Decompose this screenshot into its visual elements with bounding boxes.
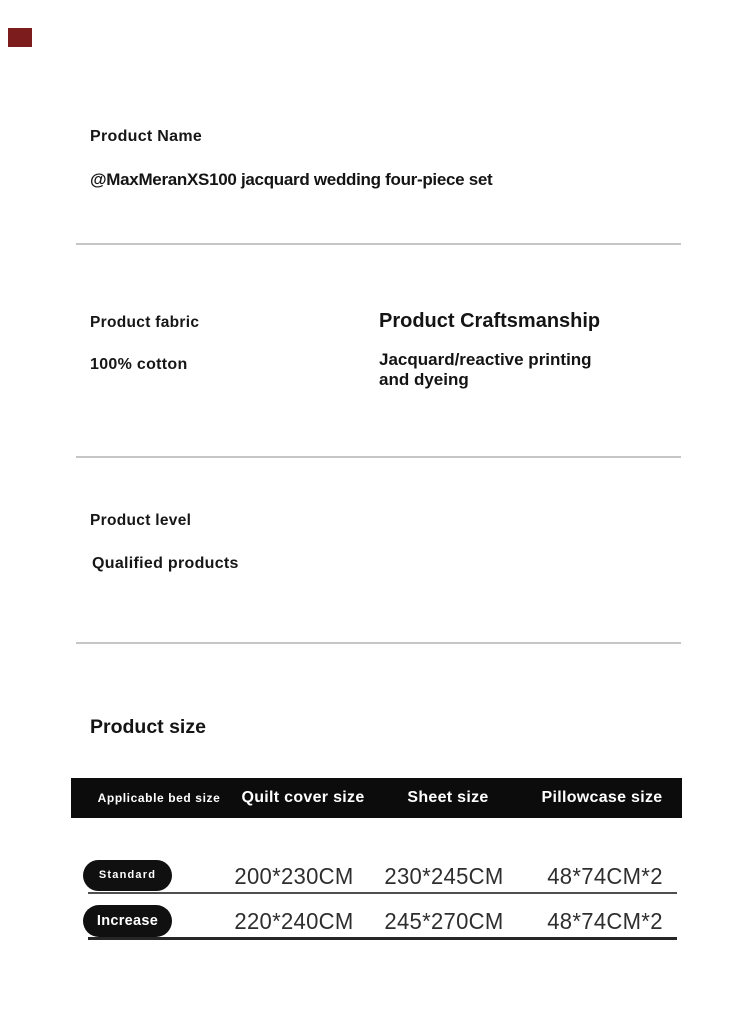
size-table-header-bed-size: Applicable bed size: [97, 791, 221, 805]
product-name-label: Product Name: [90, 128, 203, 145]
size-badge-standard: Standard: [83, 860, 172, 891]
table-cell-pillowcase: 48*74CM*2: [547, 908, 663, 934]
product-craftsmanship-label: Product Craftsmanship: [379, 310, 601, 332]
size-table-header-quilt-cover: Quilt cover size: [241, 789, 365, 806]
product-level-value: Qualified products: [92, 555, 239, 572]
table-cell-pillowcase: 48*74CM*2: [547, 863, 663, 889]
product-fabric-label: Product fabric: [90, 314, 200, 331]
size-table-header-pillowcase: Pillowcase size: [541, 789, 663, 806]
brand-mark: [8, 28, 32, 47]
table-row-divider: [88, 937, 677, 940]
table-cell-quilt-cover: 220*240CM: [234, 908, 354, 934]
table-cell-sheet: 245*270CM: [384, 908, 504, 934]
size-badge-increase: Increase: [83, 905, 172, 937]
table-cell-sheet: 230*245CM: [384, 863, 504, 889]
product-size-title: Product size: [90, 716, 206, 738]
product-craftsmanship-value: Jacquard/reactive printing and dyeing: [379, 350, 592, 389]
section-divider: [76, 456, 681, 458]
table-row-divider: [88, 892, 677, 894]
section-divider: [76, 642, 681, 644]
size-table-header-sheet: Sheet size: [407, 789, 489, 806]
product-fabric-value: 100% cotton: [90, 356, 188, 373]
product-name-value: @MaxMeranXS100 jacquard wedding four-piece set: [90, 170, 493, 189]
table-cell-quilt-cover: 200*230CM: [234, 863, 354, 889]
product-level-label: Product level: [90, 512, 192, 529]
section-divider: [76, 243, 681, 245]
